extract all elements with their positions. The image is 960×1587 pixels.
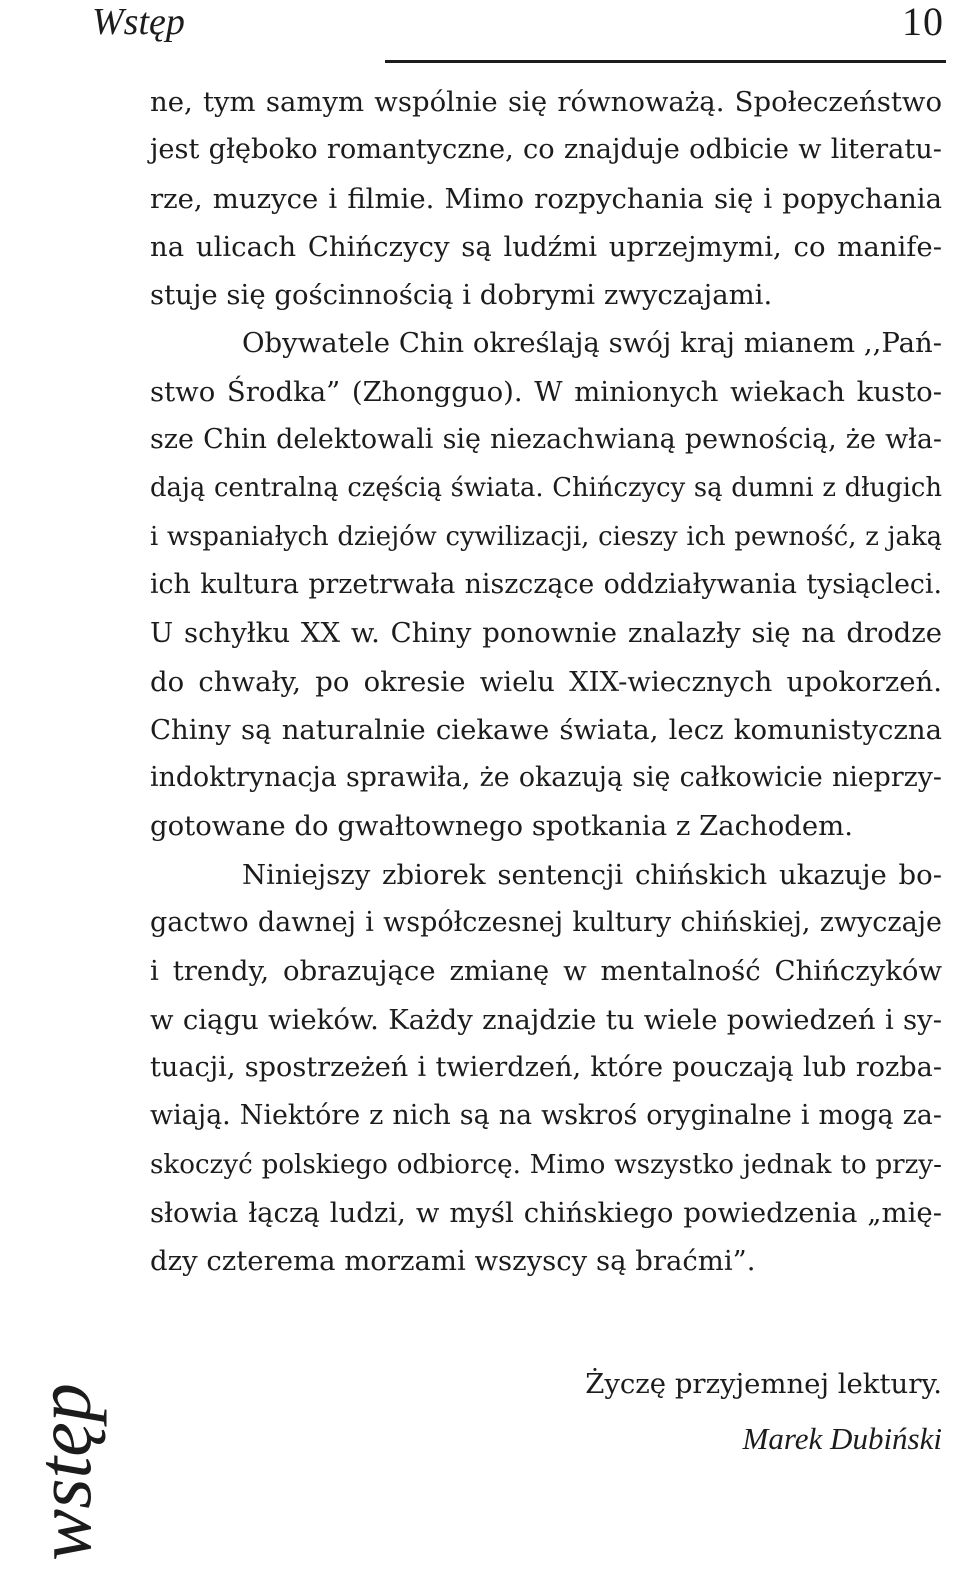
text-line: do chwały, po okresie wielu XIX-wiecznych upokorzeń. [150, 665, 942, 698]
paragraph-3 [150, 851, 942, 1286]
paragraph-1 [150, 78, 942, 319]
running-head-title: Wstęp [92, 1, 185, 43]
text-line: stwo Środka” (Zhongguo). W minionych wiekach kusto- [150, 375, 942, 408]
header-rule [385, 60, 946, 63]
closing-block [585, 1360, 942, 1464]
paragraph-2 [150, 319, 942, 850]
text-line: słowia łączą ludzi, w myśl chińskiego powiedzenia „mię- [150, 1196, 942, 1229]
text-line: w ciągu wieków. Każdy znajdzie tu wiele powiedzeń i sy- [150, 1003, 942, 1036]
text-line: i wspaniałych dziejów cywilizacji, cieszy ich pewność, z jaką [150, 521, 942, 552]
closing-wish: Życzę przyjemnej lektury. [585, 1368, 942, 1400]
text-line: stuje się gościnnością i dobrymi zwyczajami. [150, 279, 773, 312]
text-line: skoczyć polskiego odbiorcę. Mimo wszystko jednak to przy- [150, 1149, 942, 1180]
text-line: i trendy, obrazujące zmianę w mentalność Chińczyków [150, 955, 942, 988]
text-line: indoktrynacja sprawiła, że okazują się całkowicie nieprzy- [150, 762, 942, 794]
text-line: sze Chin delektowali się niezachwianą pewnością, że wła- [150, 424, 942, 456]
text-line: jest głęboko romantyczne, co znajduje odbicie w literatu- [150, 134, 942, 166]
text-line: ne, tym samym wspólnie się równoważą. Społeczeństwo [150, 86, 942, 118]
text-line: wiają. Niektóre z nich są na wskroś oryginalne i mogą za- [150, 1100, 942, 1132]
text-line: gactwo dawnej i współczesnej kultury chińskiej, zwyczaje [150, 907, 942, 939]
text-line: na ulicach Chińczycy są ludźmi uprzejmymi, co manife- [150, 230, 942, 263]
text-line: dzy czterema morzami wszyscy są braćmi”. [150, 1245, 756, 1278]
text-line: ich kultura przetrwała niszczące oddziaływania tysiącleci. [150, 568, 942, 600]
text-line: Chiny są naturalnie ciekawe świata, lecz komunistyczna [150, 713, 942, 746]
text-line: tuacji, spostrzeżeń i twierdzeń, które pouczają lub rozba- [150, 1051, 942, 1083]
text-line: gotowane do gwałtownego spotkania z Zachodem. [150, 810, 853, 843]
text-line: Niniejszy zbiorek sentencji chińskich ukazuje bo- [242, 858, 942, 891]
side-section-label: wstęp [20, 1383, 107, 1561]
text-line: rze, muzyce i filmie. Mimo rozpychania się i popychania [150, 182, 942, 215]
text-line: U schyłku XX w. Chiny ponownie znalazły się na drodze [150, 617, 942, 650]
author-signature: Marek Dubiński [742, 1421, 942, 1456]
page-number: 10 [902, 0, 944, 44]
text-line: Obywatele Chin określają swój kraj mianem ,,Pań- [242, 327, 942, 360]
body-text [150, 78, 942, 1285]
text-line: dają centralną częścią świata. Chińczycy są dumni z długich [150, 473, 942, 504]
